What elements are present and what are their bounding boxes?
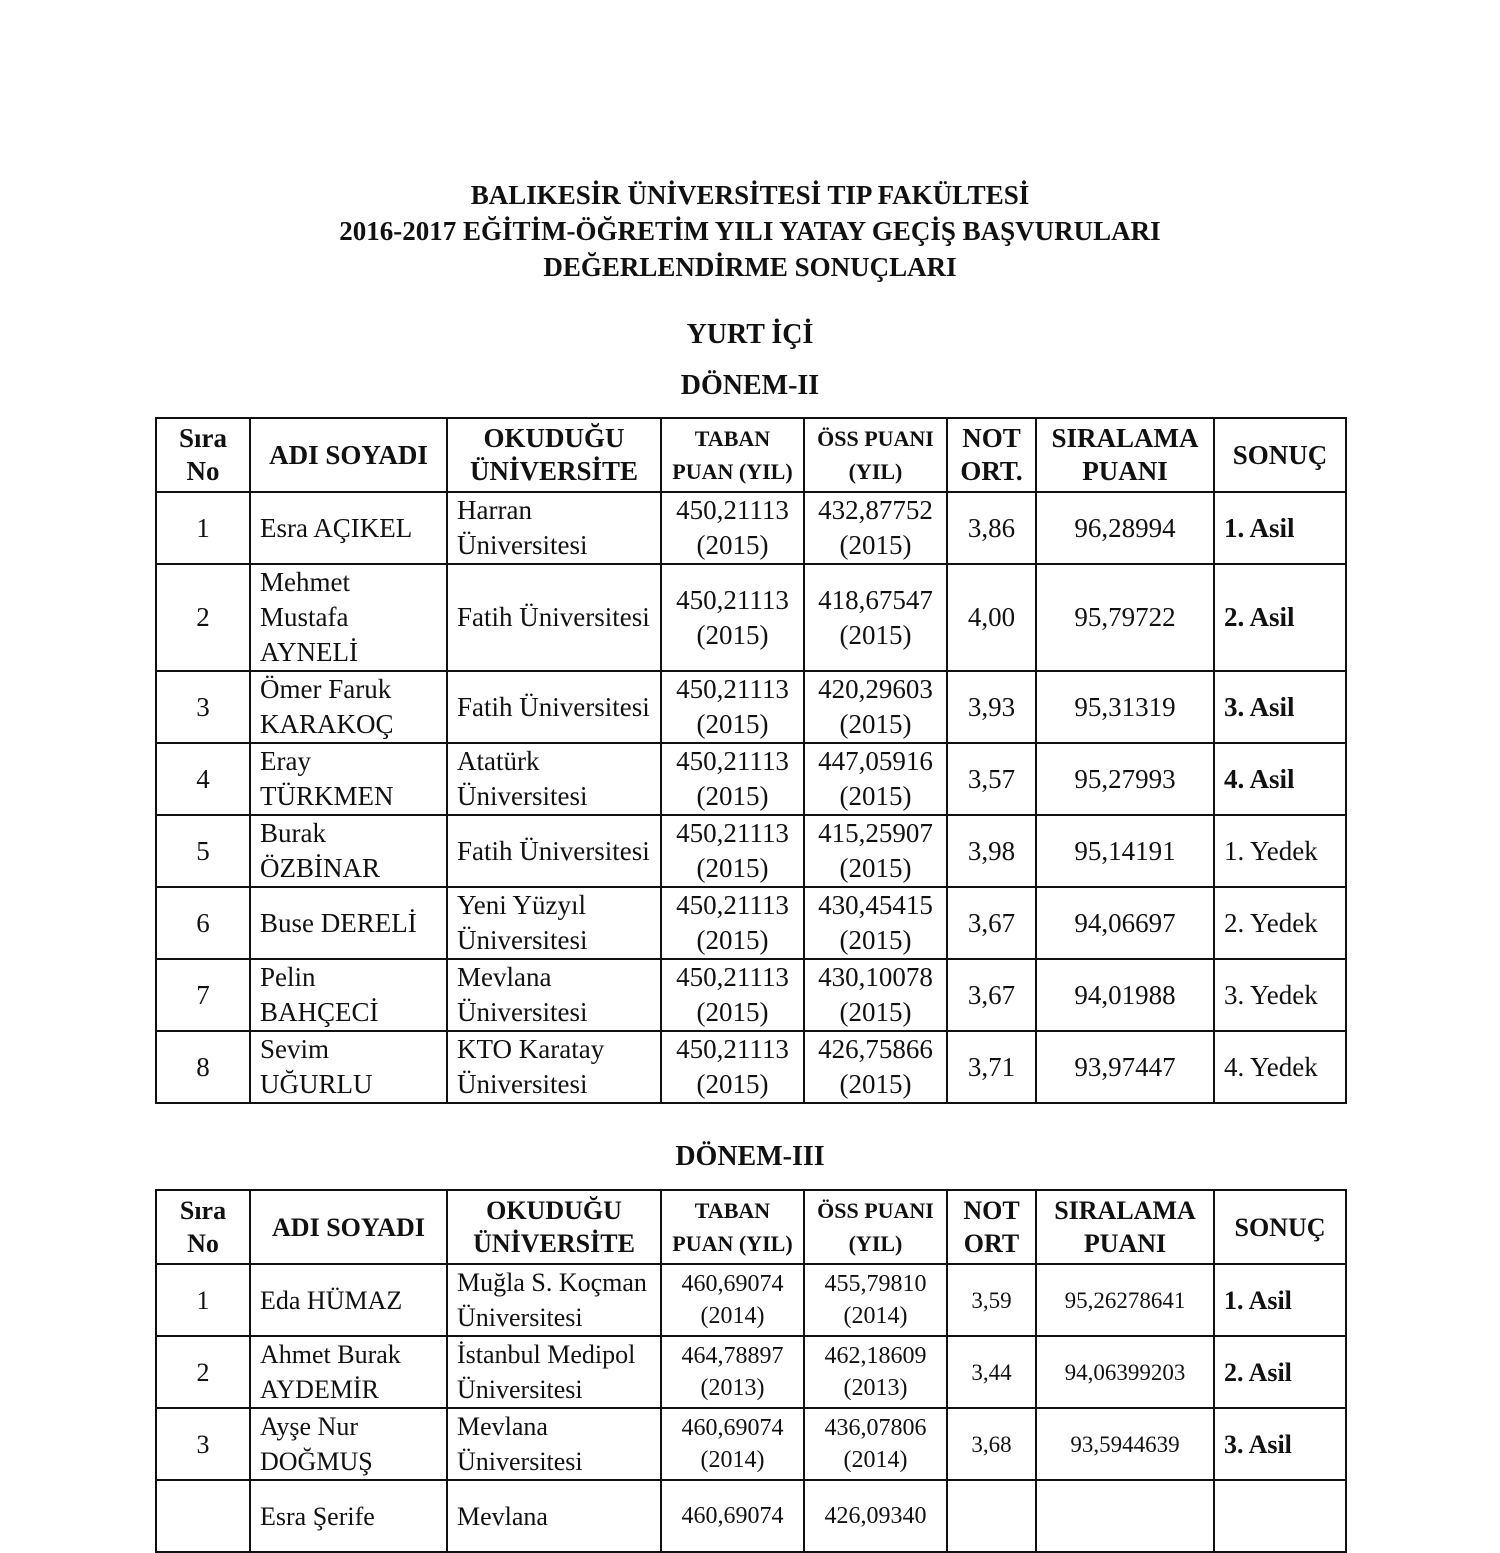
header-row (156, 418, 1346, 492)
adi-soyadi (250, 1336, 447, 1408)
header-oss-puani (804, 418, 947, 492)
sira-no (156, 1480, 250, 1552)
siralama-puani (1036, 1480, 1214, 1552)
header-universite-line: OKUDUĞU (486, 1196, 622, 1225)
table-row (156, 1031, 1346, 1103)
not-ortalamasi: 4,00 (947, 564, 1036, 671)
adi-soyadi-line: Eda HÜMAZ (260, 1285, 403, 1315)
sonuc (1214, 1480, 1346, 1552)
table-header (156, 418, 1346, 492)
header-oss-puani-line: ÖSS PUANI (817, 1198, 934, 1223)
oss-puani (804, 492, 947, 564)
okudugu-universite-line: Fatih Üniversitesi (457, 691, 650, 722)
adi-soyadi-line: Esra AÇIKEL (260, 512, 413, 543)
okudugu-universite-line: Üniversitesi (457, 997, 588, 1027)
siralama-puani: 93,97447 (1036, 1031, 1214, 1103)
adi-soyadi (250, 564, 447, 671)
header-oss-puani (804, 1190, 947, 1264)
oss-puani-line: 426,75866 (818, 1034, 933, 1064)
table-row (156, 492, 1346, 564)
sira-no: 7 (156, 959, 250, 1031)
header-adi-soyadi: ADI SOYADI (250, 1190, 447, 1264)
okudugu-universite-line: Muğla S. Koçman (457, 1268, 647, 1297)
okudugu-universite-line: Mevlana (457, 962, 552, 992)
siralama-puani: 95,26278641 (1036, 1264, 1214, 1336)
header-universite-line: ÜNİVERSİTE (473, 1229, 635, 1258)
oss-puani (804, 815, 947, 887)
header-oss-puani-line: ÖSS PUANI (817, 426, 934, 451)
okudugu-universite (447, 1480, 661, 1552)
adi-soyadi-line: BAHÇECİ (260, 997, 379, 1027)
section-title: YURT İÇİ (686, 319, 814, 350)
header-siralama-puani (1036, 418, 1214, 492)
header-universite (447, 1190, 661, 1264)
header-sira-no-line: Sıra (178, 423, 227, 453)
taban-puan (661, 1480, 804, 1552)
table-row (156, 959, 1346, 1031)
adi-soyadi-line: DOĞMUŞ (260, 1447, 373, 1476)
header-not-ort-line: NOT (963, 1196, 1020, 1225)
oss-puani-line: (2015) (839, 709, 912, 739)
not-ortalamasi: 3,71 (947, 1031, 1036, 1103)
table-row (156, 815, 1346, 887)
adi-soyadi-line: Ömer Faruk (260, 674, 392, 704)
adi-soyadi-line: Pelin (260, 962, 316, 992)
sira-no: 1 (156, 492, 250, 564)
header-taban-puan (661, 1190, 804, 1264)
not-ortalamasi: 3,67 (947, 887, 1036, 959)
taban-puan-line: (2014) (700, 1303, 765, 1329)
oss-puani (804, 887, 947, 959)
adi-soyadi (250, 671, 447, 743)
adi-soyadi (250, 887, 447, 959)
taban-puan (661, 564, 804, 671)
oss-puani-line: 455,79810 (824, 1271, 927, 1297)
sira-no: 8 (156, 1031, 250, 1103)
taban-puan-line: (2015) (696, 1069, 769, 1099)
header-row (156, 1190, 1346, 1264)
table-row (156, 1336, 1346, 1408)
header-not-ort-line: ORT (963, 1229, 1020, 1258)
oss-puani-line: 430,45415 (818, 890, 933, 920)
header-taban-puan-line: TABAN (694, 1198, 771, 1223)
donem-3-title: DÖNEM-III (675, 1141, 825, 1172)
okudugu-universite (447, 887, 661, 959)
header-universite-line: OKUDUĞU (483, 423, 625, 453)
table-row (156, 887, 1346, 959)
header-siralama-puani-line: SIRALAMA (1051, 423, 1199, 453)
adi-soyadi-line: Ayşe Nur (260, 1412, 358, 1441)
sira-no: 3 (156, 671, 250, 743)
oss-puani-line: (2014) (843, 1303, 908, 1329)
oss-puani (804, 1336, 947, 1408)
header-oss-puani-line: (YIL) (848, 459, 903, 484)
header-not-ort (947, 1190, 1036, 1264)
sonuc: 3. Asil (1214, 671, 1346, 743)
adi-soyadi (250, 1480, 447, 1552)
taban-puan-line: 450,21113 (676, 818, 789, 848)
adi-soyadi (250, 815, 447, 887)
table-row (156, 1480, 1346, 1552)
taban-puan-line: 460,69074 (681, 1503, 784, 1529)
oss-puani-line: 436,07806 (824, 1415, 927, 1441)
header-taban-puan-line: TABAN (694, 426, 771, 451)
sira-no: 4 (156, 743, 250, 815)
not-ortalamasi: 3,93 (947, 671, 1036, 743)
header-adi-soyadi: ADI SOYADI (250, 418, 447, 492)
siralama-puani: 95,79722 (1036, 564, 1214, 671)
taban-puan-line: 460,69074 (681, 1271, 784, 1297)
adi-soyadi-line: Ahmet Burak (260, 1340, 401, 1369)
okudugu-universite (447, 564, 661, 671)
oss-puani-line: 418,67547 (818, 584, 933, 615)
adi-soyadi (250, 743, 447, 815)
okudugu-universite-line: Üniversitesi (457, 1447, 583, 1476)
taban-puan-line: 450,21113 (676, 495, 789, 525)
okudugu-universite-line: Harran (457, 495, 532, 525)
not-ortalamasi: 3,67 (947, 959, 1036, 1031)
adi-soyadi-line: Sevim (260, 1034, 330, 1064)
header-taban-puan-line: PUAN (YIL) (672, 1231, 793, 1256)
table-row (156, 564, 1346, 671)
taban-puan-line: 450,21113 (676, 584, 789, 615)
oss-puani-line: 430,10078 (818, 962, 933, 992)
not-ortalamasi: 3,57 (947, 743, 1036, 815)
header-sira-no-line: Sıra (179, 1196, 227, 1225)
not-ortalamasi (947, 1480, 1036, 1552)
table-row (156, 1264, 1346, 1336)
adi-soyadi-line: Mehmet (260, 567, 350, 597)
sira-no: 2 (156, 564, 250, 671)
siralama-puani: 95,31319 (1036, 671, 1214, 743)
okudugu-universite (447, 743, 661, 815)
donem-2-title: DÖNEM-II (680, 370, 820, 401)
table-header (156, 1190, 1346, 1264)
not-ortalamasi: 3,98 (947, 815, 1036, 887)
taban-puan (661, 1264, 804, 1336)
okudugu-universite-line: Fatih Üniversitesi (457, 602, 650, 632)
oss-puani-line: (2015) (839, 781, 912, 811)
title-line-3: DEĞERLENDİRME SONUÇLARI (543, 252, 957, 282)
okudugu-universite (447, 815, 661, 887)
oss-puani (804, 1031, 947, 1103)
oss-puani (804, 564, 947, 671)
siralama-puani: 94,06399203 (1036, 1336, 1214, 1408)
sonuc: 2. Asil (1214, 564, 1346, 671)
oss-puani-line: (2015) (839, 619, 912, 650)
okudugu-universite-line: Üniversitesi (457, 925, 588, 955)
oss-puani-line: (2015) (839, 853, 912, 883)
okudugu-universite-line: Yeni Yüzyıl (457, 890, 587, 920)
okudugu-universite-line: Üniversitesi (457, 1069, 588, 1099)
taban-puan-line: 450,21113 (676, 962, 789, 992)
sonuc: 2. Yedek (1214, 887, 1346, 959)
okudugu-universite (447, 959, 661, 1031)
okudugu-universite-line: Mevlana (457, 1501, 548, 1531)
sonuc: 1. Yedek (1214, 815, 1346, 887)
header-sira-no-line: No (187, 1229, 219, 1258)
okudugu-universite-line: İstanbul Medipol (457, 1340, 636, 1369)
header-universite (447, 418, 661, 492)
sira-no: 5 (156, 815, 250, 887)
sonuc: 1. Asil (1214, 1264, 1346, 1336)
taban-puan-line: 450,21113 (676, 746, 789, 776)
taban-puan-line: (2015) (696, 619, 769, 650)
header-not-ort-line: NOT (962, 423, 1021, 453)
header-not-ort-line: ORT. (960, 456, 1023, 486)
sira-no: 1 (156, 1264, 250, 1336)
taban-puan (661, 815, 804, 887)
header-siralama-puani-line: PUANI (1082, 456, 1168, 486)
taban-puan-line: 460,69074 (681, 1415, 784, 1441)
siralama-puani: 95,27993 (1036, 743, 1214, 815)
document-title (0, 177, 1500, 285)
adi-soyadi-line: ÖZBİNAR (260, 853, 380, 883)
adi-soyadi-line: TÜRKMEN (260, 781, 394, 811)
not-ortalamasi: 3,59 (947, 1264, 1036, 1336)
oss-puani-line: (2015) (839, 997, 912, 1027)
okudugu-universite-line: Üniversitesi (457, 1375, 583, 1404)
header-oss-puani-line: (YIL) (848, 1231, 903, 1256)
adi-soyadi-line: UĞURLU (260, 1069, 373, 1099)
okudugu-universite-line: Üniversitesi (457, 781, 588, 811)
sira-no: 6 (156, 887, 250, 959)
sonuc: 2. Asil (1214, 1336, 1346, 1408)
header-siralama-puani-line: PUANI (1083, 1229, 1167, 1258)
okudugu-universite-line: Mevlana (457, 1412, 548, 1441)
sonuc: 4. Yedek (1214, 1031, 1346, 1103)
header-taban-puan-line: PUAN (YIL) (672, 459, 793, 484)
siralama-puani: 95,14191 (1036, 815, 1214, 887)
taban-puan (661, 671, 804, 743)
sonuc: 3. Yedek (1214, 959, 1346, 1031)
okudugu-universite-line: Üniversitesi (457, 530, 588, 560)
taban-puan-line: (2015) (696, 709, 769, 739)
taban-puan-line: (2014) (700, 1447, 765, 1473)
okudugu-universite-line: Atatürk (457, 746, 540, 776)
title-line-2: 2016-2017 EĞİTİM-ÖĞRETİM YILI YATAY GEÇİŞ BAŞVURULARI (339, 216, 1161, 246)
siralama-puani: 93,5944639 (1036, 1408, 1214, 1480)
sonuc: 1. Asil (1214, 492, 1346, 564)
taban-puan-line: 450,21113 (676, 1034, 789, 1064)
okudugu-universite (447, 1031, 661, 1103)
adi-soyadi-line: Mustafa (260, 602, 349, 632)
oss-puani-line: (2014) (843, 1447, 908, 1473)
table-row (156, 743, 1346, 815)
adi-soyadi-line: Burak (260, 818, 326, 848)
taban-puan-line: (2015) (696, 530, 769, 560)
header-sira-no (156, 1190, 250, 1264)
table-body (156, 492, 1346, 1103)
siralama-puani: 96,28994 (1036, 492, 1214, 564)
adi-soyadi-line: Esra Şerife (260, 1501, 375, 1531)
siralama-puani: 94,01988 (1036, 959, 1214, 1031)
sira-no: 3 (156, 1408, 250, 1480)
oss-puani-line: (2015) (839, 1069, 912, 1099)
taban-puan-line: (2015) (696, 925, 769, 955)
header-sonuc: SONUÇ (1214, 418, 1346, 492)
taban-puan-line: (2015) (696, 853, 769, 883)
oss-puani-line: 415,25907 (818, 818, 933, 848)
table-body (156, 1264, 1346, 1552)
oss-puani-line: (2015) (839, 530, 912, 560)
oss-puani (804, 1264, 947, 1336)
adi-soyadi (250, 492, 447, 564)
table-row (156, 671, 1346, 743)
sira-no: 2 (156, 1336, 250, 1408)
okudugu-universite-line: KTO Karatay (457, 1034, 605, 1064)
not-ortalamasi: 3,68 (947, 1408, 1036, 1480)
header-siralama-puani-line: SIRALAMA (1054, 1196, 1196, 1225)
adi-soyadi (250, 1408, 447, 1480)
oss-puani (804, 1480, 947, 1552)
oss-puani-line: 447,05916 (818, 746, 933, 776)
okudugu-universite (447, 1408, 661, 1480)
header-sira-no-line: No (186, 456, 220, 486)
taban-puan-line: 464,78897 (681, 1343, 784, 1369)
taban-puan (661, 959, 804, 1031)
taban-puan (661, 887, 804, 959)
donem-3-table (155, 1189, 1347, 1553)
header-sonuc: SONUÇ (1214, 1190, 1346, 1264)
oss-puani-line: 432,87752 (818, 495, 933, 525)
taban-puan (661, 743, 804, 815)
adi-soyadi-line: Eray (260, 746, 311, 776)
siralama-puani: 94,06697 (1036, 887, 1214, 959)
oss-puani (804, 743, 947, 815)
okudugu-universite (447, 492, 661, 564)
oss-puani-line: 426,09340 (824, 1503, 927, 1529)
taban-puan (661, 1336, 804, 1408)
oss-puani-line: 420,29603 (818, 674, 933, 704)
okudugu-universite (447, 1336, 661, 1408)
oss-puani-line: (2013) (843, 1375, 908, 1401)
sonuc: 4. Asil (1214, 743, 1346, 815)
taban-puan-line: (2015) (696, 997, 769, 1027)
adi-soyadi (250, 1031, 447, 1103)
header-universite-line: ÜNİVERSİTE (469, 456, 639, 486)
donem-2-table (155, 417, 1347, 1104)
oss-puani (804, 1408, 947, 1480)
adi-soyadi (250, 1264, 447, 1336)
taban-puan-line: (2015) (696, 781, 769, 811)
oss-puani (804, 959, 947, 1031)
okudugu-universite-line: Üniversitesi (457, 1303, 583, 1332)
adi-soyadi-line: KARAKOÇ (260, 709, 394, 739)
header-not-ort (947, 418, 1036, 492)
header-siralama-puani (1036, 1190, 1214, 1264)
oss-puani (804, 671, 947, 743)
oss-puani-line: (2015) (839, 925, 912, 955)
okudugu-universite-line: Fatih Üniversitesi (457, 835, 650, 866)
oss-puani-line: 462,18609 (824, 1343, 927, 1369)
adi-soyadi-line: AYNELİ (260, 637, 358, 667)
adi-soyadi-line: Buse DERELİ (260, 907, 417, 938)
adi-soyadi-line: AYDEMİR (260, 1375, 379, 1404)
header-taban-puan (661, 418, 804, 492)
adi-soyadi (250, 959, 447, 1031)
taban-puan (661, 492, 804, 564)
okudugu-universite (447, 1264, 661, 1336)
header-sira-no (156, 418, 250, 492)
not-ortalamasi: 3,86 (947, 492, 1036, 564)
not-ortalamasi: 3,44 (947, 1336, 1036, 1408)
table-row (156, 1408, 1346, 1480)
taban-puan-line: (2013) (700, 1375, 765, 1401)
title-line-1: BALIKESİR ÜNİVERSİTESİ TIP FAKÜLTESİ (470, 180, 1030, 210)
okudugu-universite (447, 671, 661, 743)
sonuc: 3. Asil (1214, 1408, 1346, 1480)
taban-puan (661, 1408, 804, 1480)
taban-puan-line: 450,21113 (676, 674, 789, 704)
taban-puan (661, 1031, 804, 1103)
taban-puan-line: 450,21113 (676, 890, 789, 920)
